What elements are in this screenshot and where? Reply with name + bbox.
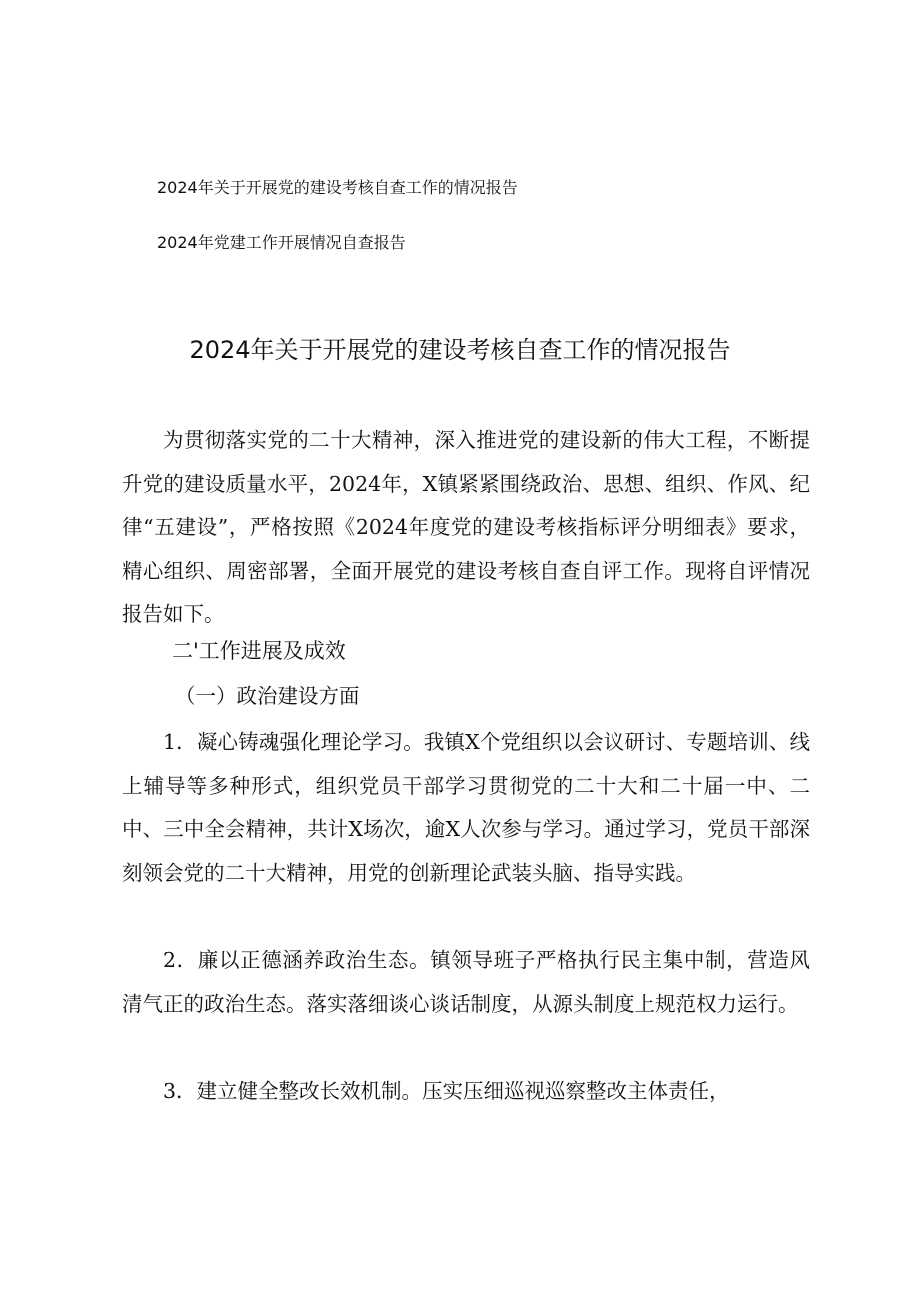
section-heading: 二'工作进展及成效: [172, 639, 346, 663]
toc-line-1: 2024年关于开展党的建设考核自查工作的情况报告: [157, 178, 518, 197]
item-paragraph-1: 1．凝心铸魂强化理论学习。我镇X个党组织以会议研讨、专题培训、线上辅导等多种形式，组织党员干部学习贯彻党的二十大和二十届一中、二中、三中全会精神，共计X场次，逾X人次参与学习。通过学习，党员干部深刻领会党的二十大精神，用党的创新理论武装头脑、指导实践。: [122, 730, 810, 885]
item-paragraph-2: 2．廉以正德涵养政治生态。镇领导班子严格执行民主集中制，营造风清气正的政治生态。落实落细谈心谈话制度，从源头制度上规范权力运行。: [122, 948, 810, 1016]
document-title: 2024年关于开展党的建设考核自查工作的情况报告: [189, 336, 731, 364]
item-paragraph-3: 3．建立健全整改长效机制。压实压细巡视巡察整改主体责任，: [163, 1079, 730, 1103]
intro-paragraph: 为贯彻落实党的二十大精神，深入推进党的建设新的伟大工程，不断提升党的建设质量水平，2024年，X镇紧紧围绕政治、思想、组织、作风、纪律“五建设”，严格按照《2024年度党的建设考核指标评分明细表》要求，精心组织、周密部署，全面开展党的建设考核自查自评工作。现将自评情况报告如下。: [122, 428, 810, 626]
toc-line-2: 2024年党建工作开展情况自查报告: [157, 233, 406, 252]
sub-heading-political: （一）政治建设方面: [175, 684, 360, 708]
